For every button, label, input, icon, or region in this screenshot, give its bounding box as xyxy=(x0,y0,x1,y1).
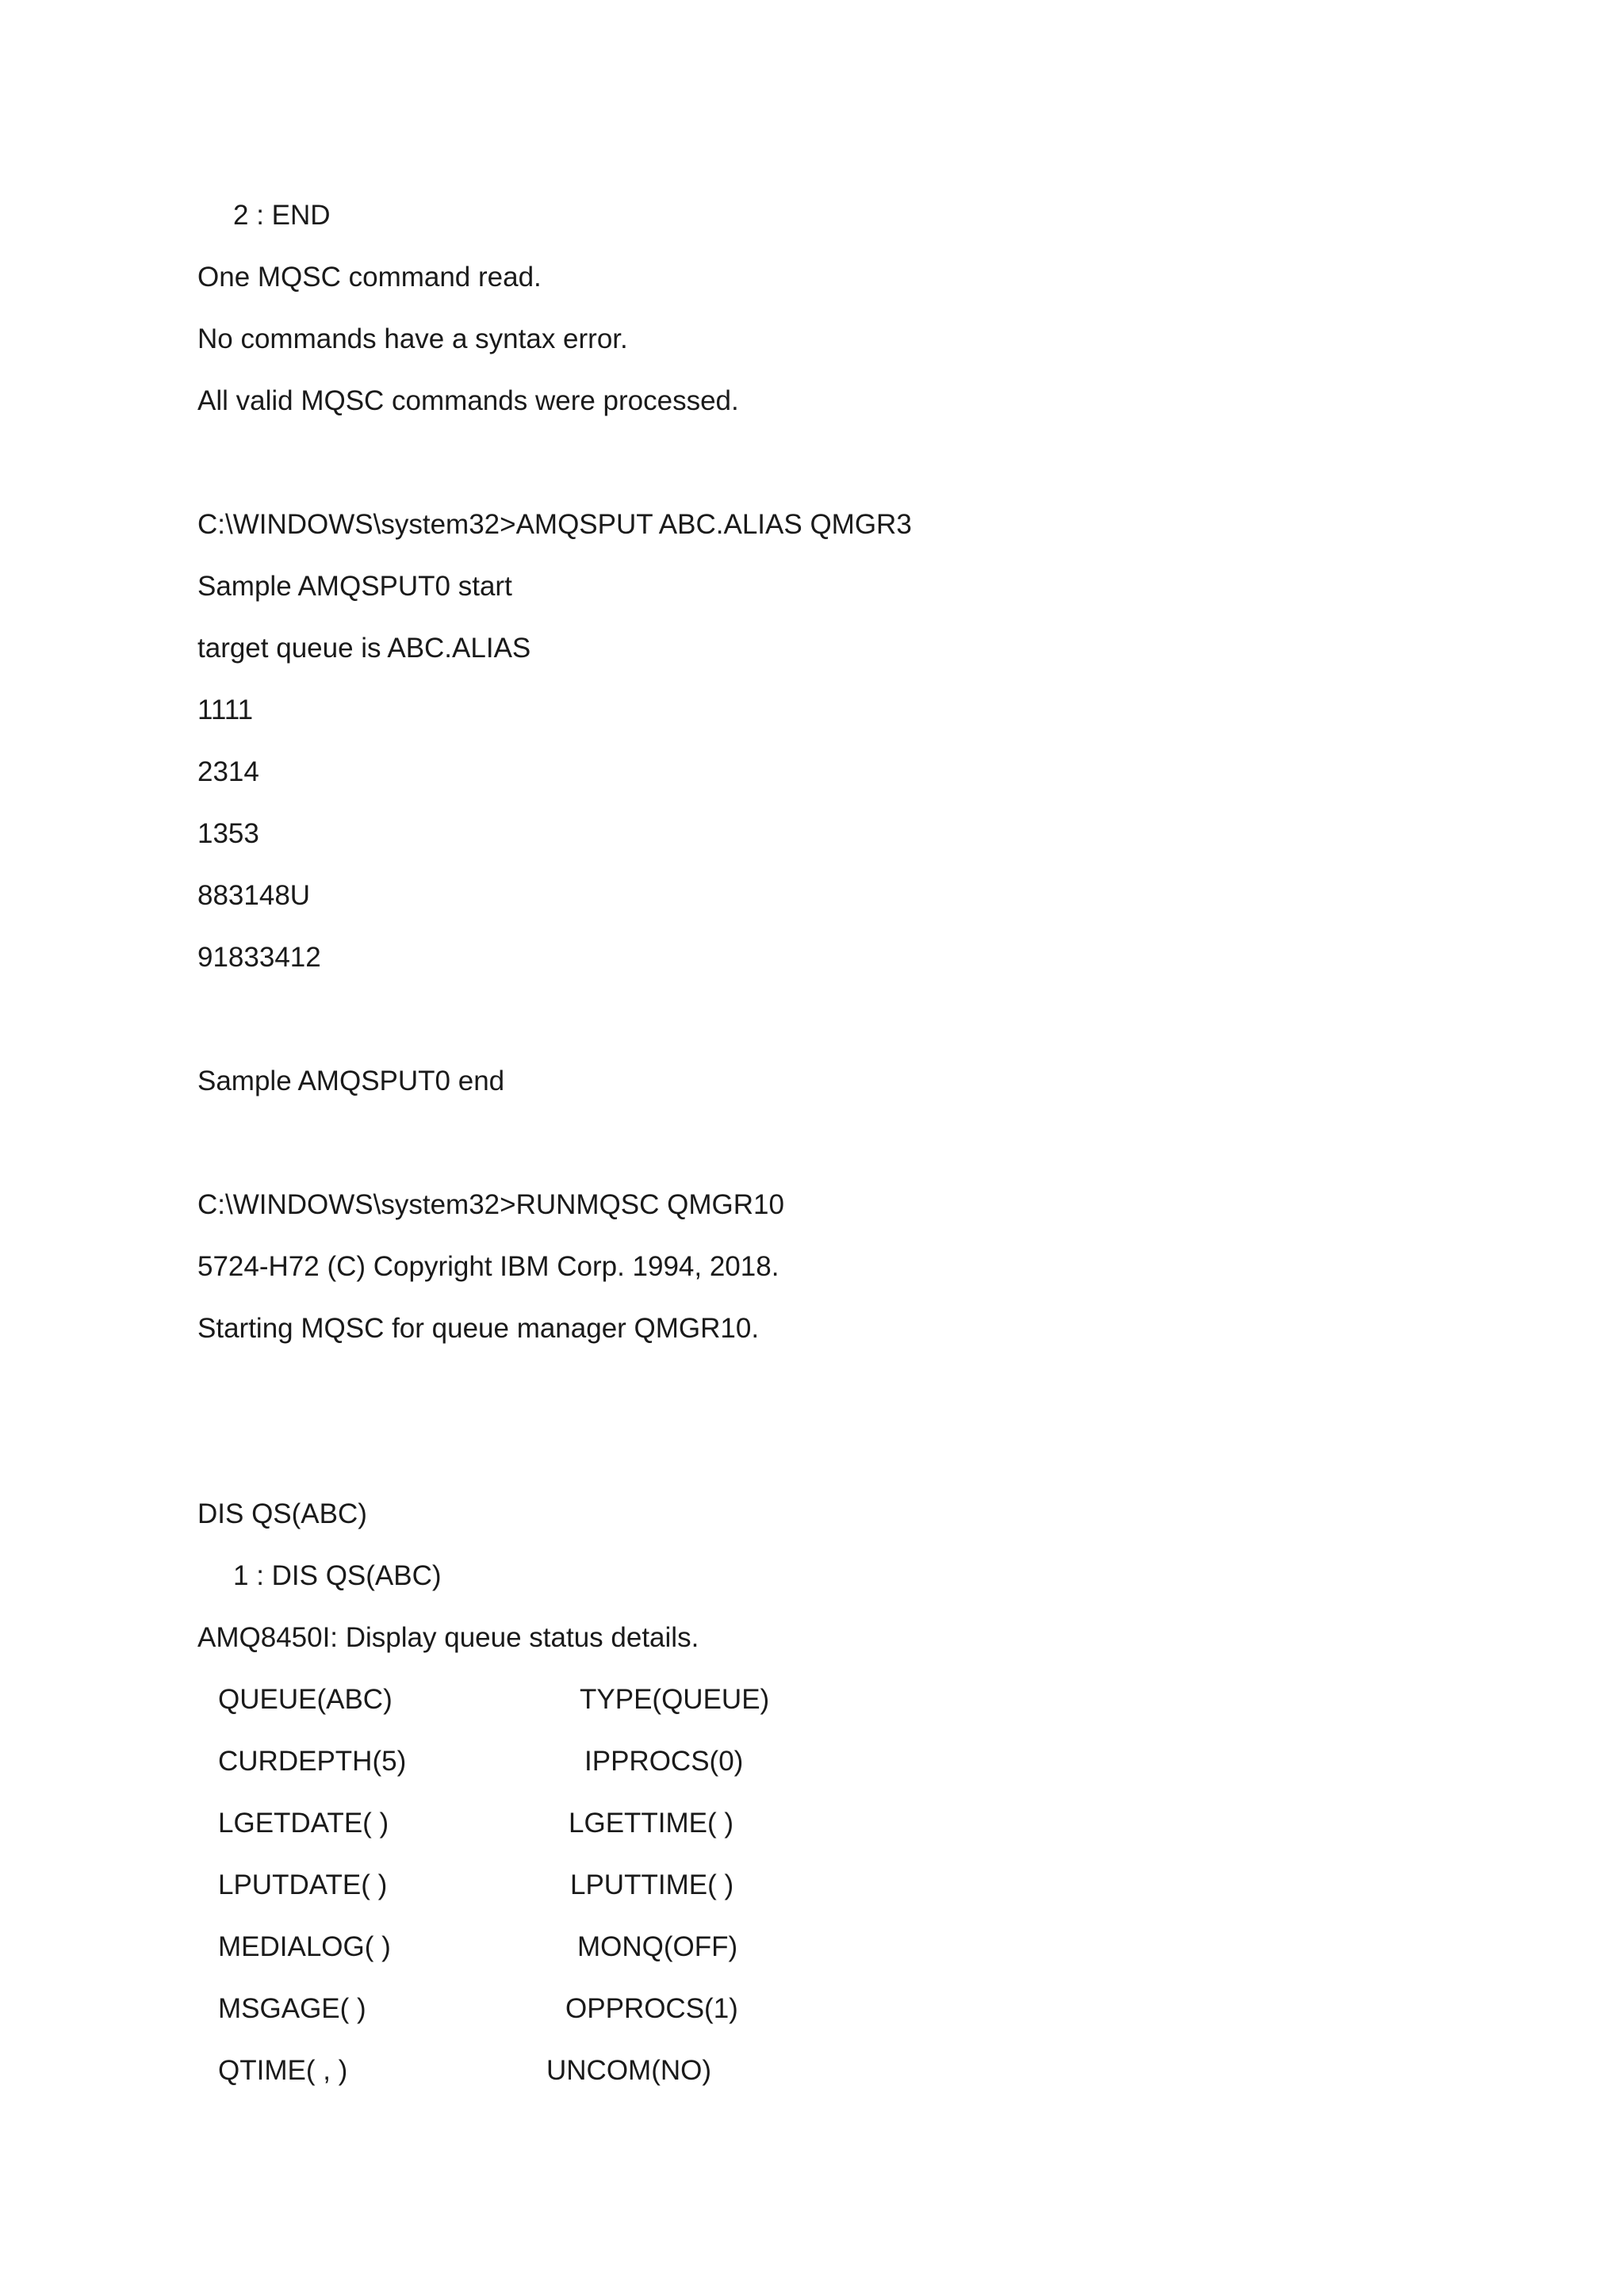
status-attribute: MONQ(OFF) xyxy=(577,1931,738,1962)
amqsput-command-line: C:\WINDOWS\system32>AMQSPUT ABC.ALIAS QMGR3 xyxy=(197,509,912,540)
command-read-line: One MQSC command read. xyxy=(197,262,542,293)
status-attribute: TYPE(QUEUE) xyxy=(580,1684,770,1715)
status-attribute: QUEUE(ABC) xyxy=(218,1684,393,1715)
processed-line: All valid MQSC commands were processed. xyxy=(197,385,739,416)
status-attribute: MEDIALOG( ) xyxy=(218,1931,391,1962)
starting-mqsc-line: Starting MQSC for queue manager QMGR10. xyxy=(197,1313,760,1344)
message-line: 91833412 xyxy=(197,942,321,973)
amqsput-end-line: Sample AMQSPUT0 end xyxy=(197,1066,505,1096)
message-line: 1111 xyxy=(197,695,254,725)
message-line: 2314 xyxy=(197,756,259,787)
status-attribute: UNCOM(NO) xyxy=(546,2055,712,2086)
status-attribute: LGETDATE( ) xyxy=(218,1808,389,1839)
copyright-line: 5724-H72 (C) Copyright IBM Corp. 1994, 2018. xyxy=(197,1251,779,1282)
status-attribute: QTIME( , ) xyxy=(218,2055,348,2086)
status-details-line: AMQ8450I: Display queue status details. xyxy=(197,1622,699,1653)
dis-qs-command-line: DIS QS(ABC) xyxy=(197,1498,367,1529)
status-attribute: LPUTTIME( ) xyxy=(570,1869,734,1900)
status-attribute: LPUTDATE( ) xyxy=(218,1869,388,1900)
syntax-error-line: No commands have a syntax error. xyxy=(197,323,628,354)
message-line: 1353 xyxy=(197,818,259,849)
status-attribute: CURDEPTH(5) xyxy=(218,1746,407,1777)
status-attribute: MSGAGE( ) xyxy=(218,1993,366,2024)
amqsput-start-line: Sample AMQSPUT0 start xyxy=(197,571,512,602)
status-attribute: LGETTIME( ) xyxy=(569,1808,734,1839)
runmqsc-command-line: C:\WINDOWS\system32>RUNMQSC QMGR10 xyxy=(197,1189,784,1220)
mqsc-end-line: 2 : END xyxy=(233,200,331,231)
dis-qs-echo-line: 1 : DIS QS(ABC) xyxy=(233,1560,442,1591)
status-attribute: OPPROCS(1) xyxy=(565,1993,738,2024)
target-queue-line: target queue is ABC.ALIAS xyxy=(197,633,531,664)
message-line: 883148U xyxy=(197,880,311,911)
status-attribute: IPPROCS(0) xyxy=(584,1746,744,1777)
